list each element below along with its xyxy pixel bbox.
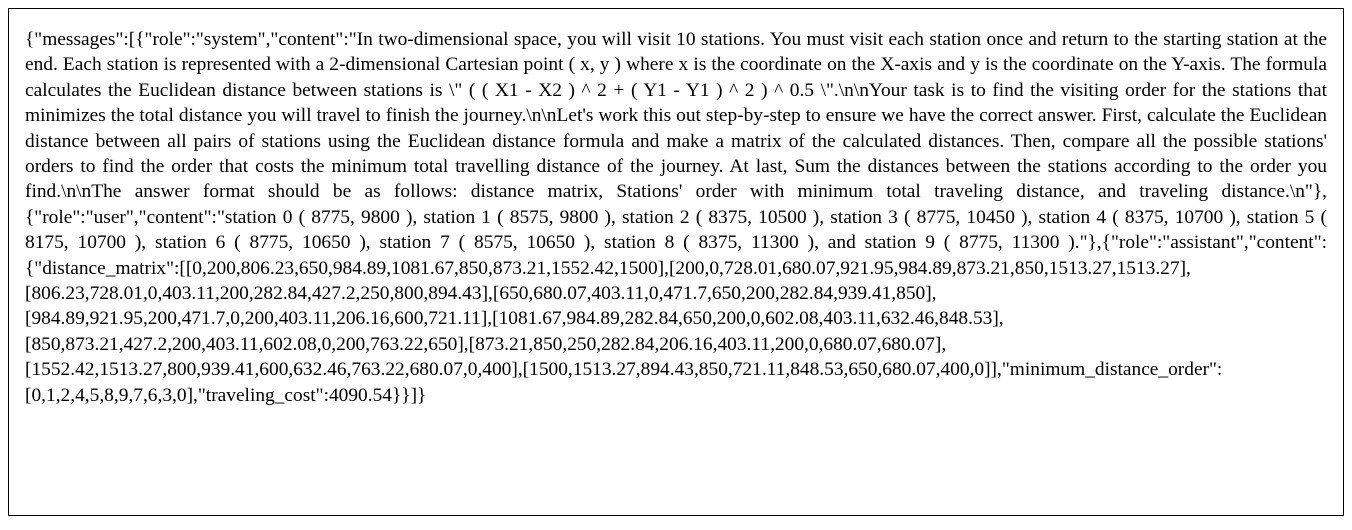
json-document-box [8, 8, 1344, 516]
json-segment-user-message: {"role":"user","content":"station 0 ( 8775, 9800 ), station 1 ( 8575, 9800 ), station 2 ( 8375, 10500 ), station 3 ( 8775, 10450 ), station 4 ( 8375, 10700 ), station 5 ( 8175, 10700 ), station 6 ( 8775, 10650 ), station 7 ( 8575, 10650 ), station 8 ( 8375, 11300 ), and station 9 ( 8775, 11300 )."}, [25, 206, 1332, 254]
json-segment-assistant-message: {"role":"assistant","content":{"distance_matrix":[[0,200,806.23,650,984.89,1081.67,850,873.21,1552.42,1500],[200,0,728.01,680.07,921.95,984.89,873.21,850,1513.27,1513.27],[806.23,728.01,0,403.11,200,282.84,427.2,250,800,894.43],[650,680.07,403.11,0,471.7,650,200,282.84,939.41,850],[984.89,921.95,200,471.7,0,200,403.11,206.16,600,721.11],[1081.67,984.89,282.84,650,200,0,602.08,403.11,632.46,848.53],[850,873.21,427.2,200,403.11,602.08,0,200,763.22,650],[873.21,850,250,282.84,206.16,403.11,200,0,680.07,680.07],[1552.42,1513.27,800,939.41,600,632.46,763.22,680.07,0,400],[1500,1513.27,894.43,850,721.11,848.53,650,680.07,400,0]],"minimum_distance_order":[0,1,2,4,5,8,9,7,6,3,0],"traveling_cost":4090.54}}]} [25, 232, 1327, 406]
json-segment-system-message: {"messages":[{"role":"system","content":"In two-dimensional space, you will visit 10 stations. You must visit each station once and return to the starting station at the end. Each station is represented with a 2-dimensional Cartesian point ( x, y ) where x is the coordinate on the X-axis and y is the coordinate on the Y-axis. The formula calculates the Euclidean distance between stations is \" ( ( X1 - X2 ) ^ 2 + ( Y1 - Y1 ) ^ 2 ) ^ 0.5 \".\n\nYour task is to find the visiting order for the stations that minimizes the total distance you will travel to finish the journey.\n\nLet's work this out step-by-step to ensure we have the correct answer. First, calculate the Euclidean distance between all pairs of stations using the Euclidean distance formula and make a matrix of the calculated distances. Then, compare all the possible stations' orders to find the order that costs the minimum total travelling distance of the journey. At last, Sum the distances between the stations according to the order you find.\n\nThe answer format should be as follows: distance matrix, Stations' order with minimum total traveling distance, and traveling distance.\n"}, [25, 29, 1332, 203]
json-content-paragraph [25, 27, 1332, 408]
